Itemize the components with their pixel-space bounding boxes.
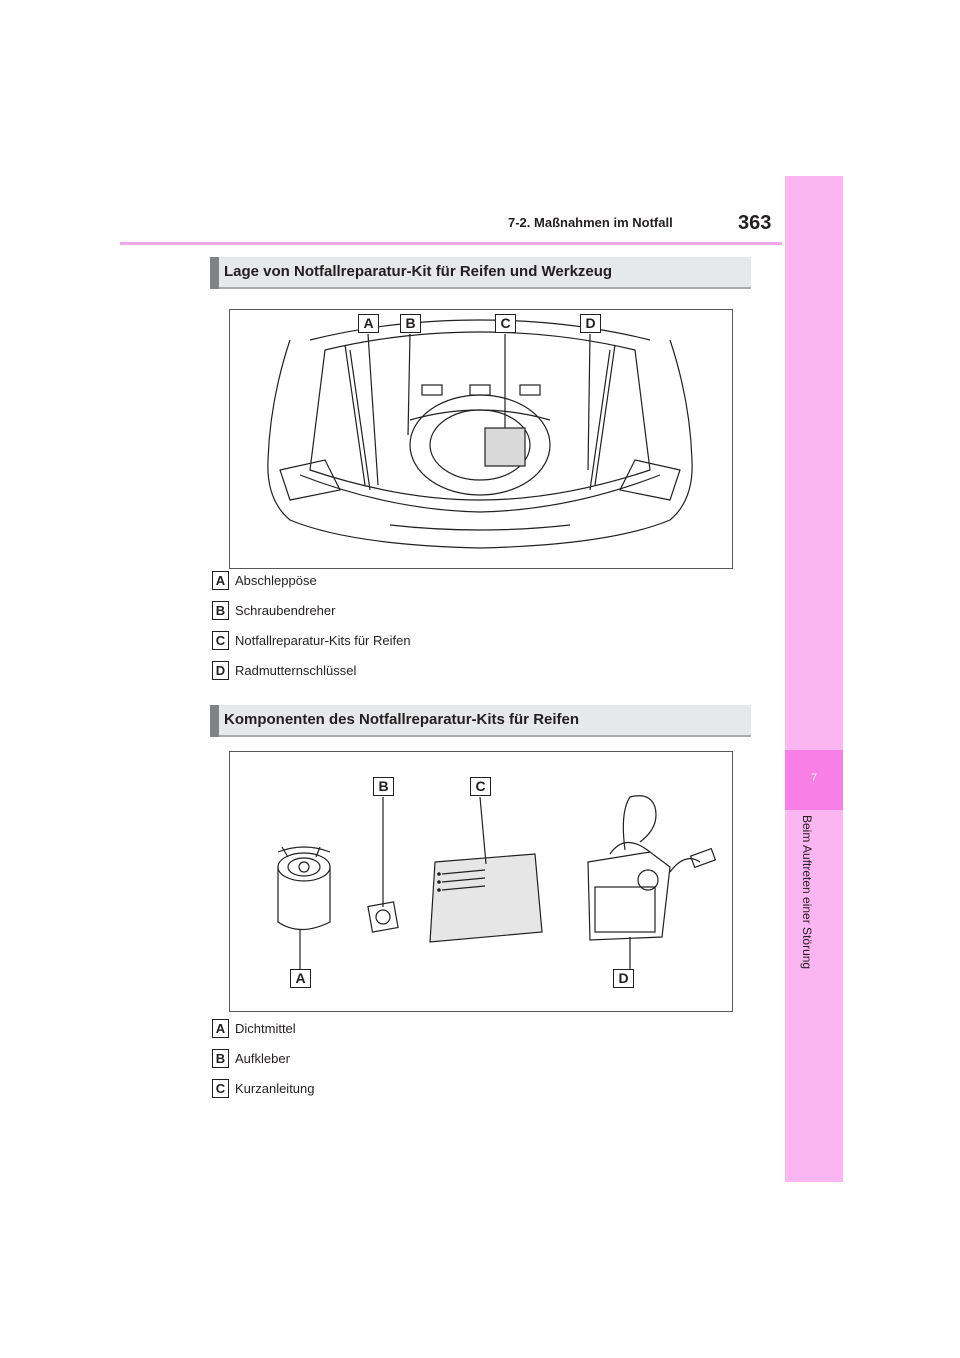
legend-item [212, 1078, 315, 1098]
section-label: 7-2. Maßnahmen im Notfall [508, 215, 673, 230]
legend-text: Abschleppöse [235, 572, 317, 588]
callout-c: C [470, 777, 491, 796]
section-heading-components [210, 705, 751, 737]
legend-item [212, 600, 335, 620]
legend-text: Kurzanleitung [235, 1080, 315, 1096]
callout-b: B [400, 314, 421, 333]
heading-accent [210, 257, 219, 289]
page-number: 363 [738, 212, 772, 234]
callout-d: D [613, 969, 634, 988]
legend-key: C [212, 631, 229, 650]
legend-key: B [212, 601, 229, 620]
callout-c: C [495, 314, 516, 333]
legend-item [212, 630, 411, 650]
callout-d: D [580, 314, 601, 333]
components-illustration [229, 751, 733, 1012]
section-heading-text: Komponenten des Notfallreparatur-Kits für Reifen [224, 711, 580, 728]
chapter-number: 7 [810, 772, 818, 784]
legend-key: A [212, 1019, 229, 1038]
legend-text: Dichtmittel [235, 1020, 296, 1036]
section-heading-location [210, 257, 751, 289]
callout-a: A [290, 969, 311, 988]
legend-item [212, 660, 356, 680]
section-heading-text: Lage von Notfallreparatur-Kit für Reifen und Werkzeug [224, 263, 613, 280]
heading-accent [210, 705, 219, 737]
legend-key: B [212, 1049, 229, 1068]
chapter-side-tab[interactable] [785, 176, 843, 1182]
legend-text: Schraubendreher [235, 602, 336, 618]
legend-key: D [212, 661, 229, 680]
legend-key: A [212, 571, 229, 590]
legend-text: Radmutternschlüssel [235, 662, 357, 678]
trunk-drawing [230, 310, 732, 568]
legend-text: Notfallreparatur-Kits für Reifen [235, 632, 411, 648]
trunk-illustration [229, 309, 733, 569]
callout-a: A [358, 314, 379, 333]
legend-item [212, 570, 317, 590]
legend-key: C [212, 1079, 229, 1098]
legend-item [212, 1048, 290, 1068]
header-rule [120, 242, 782, 245]
legend-item [212, 1018, 296, 1038]
callout-b: B [373, 777, 394, 796]
legend-text: Aufkleber [235, 1050, 290, 1066]
chapter-title: Beim Auftreten einer Störung [800, 815, 814, 970]
